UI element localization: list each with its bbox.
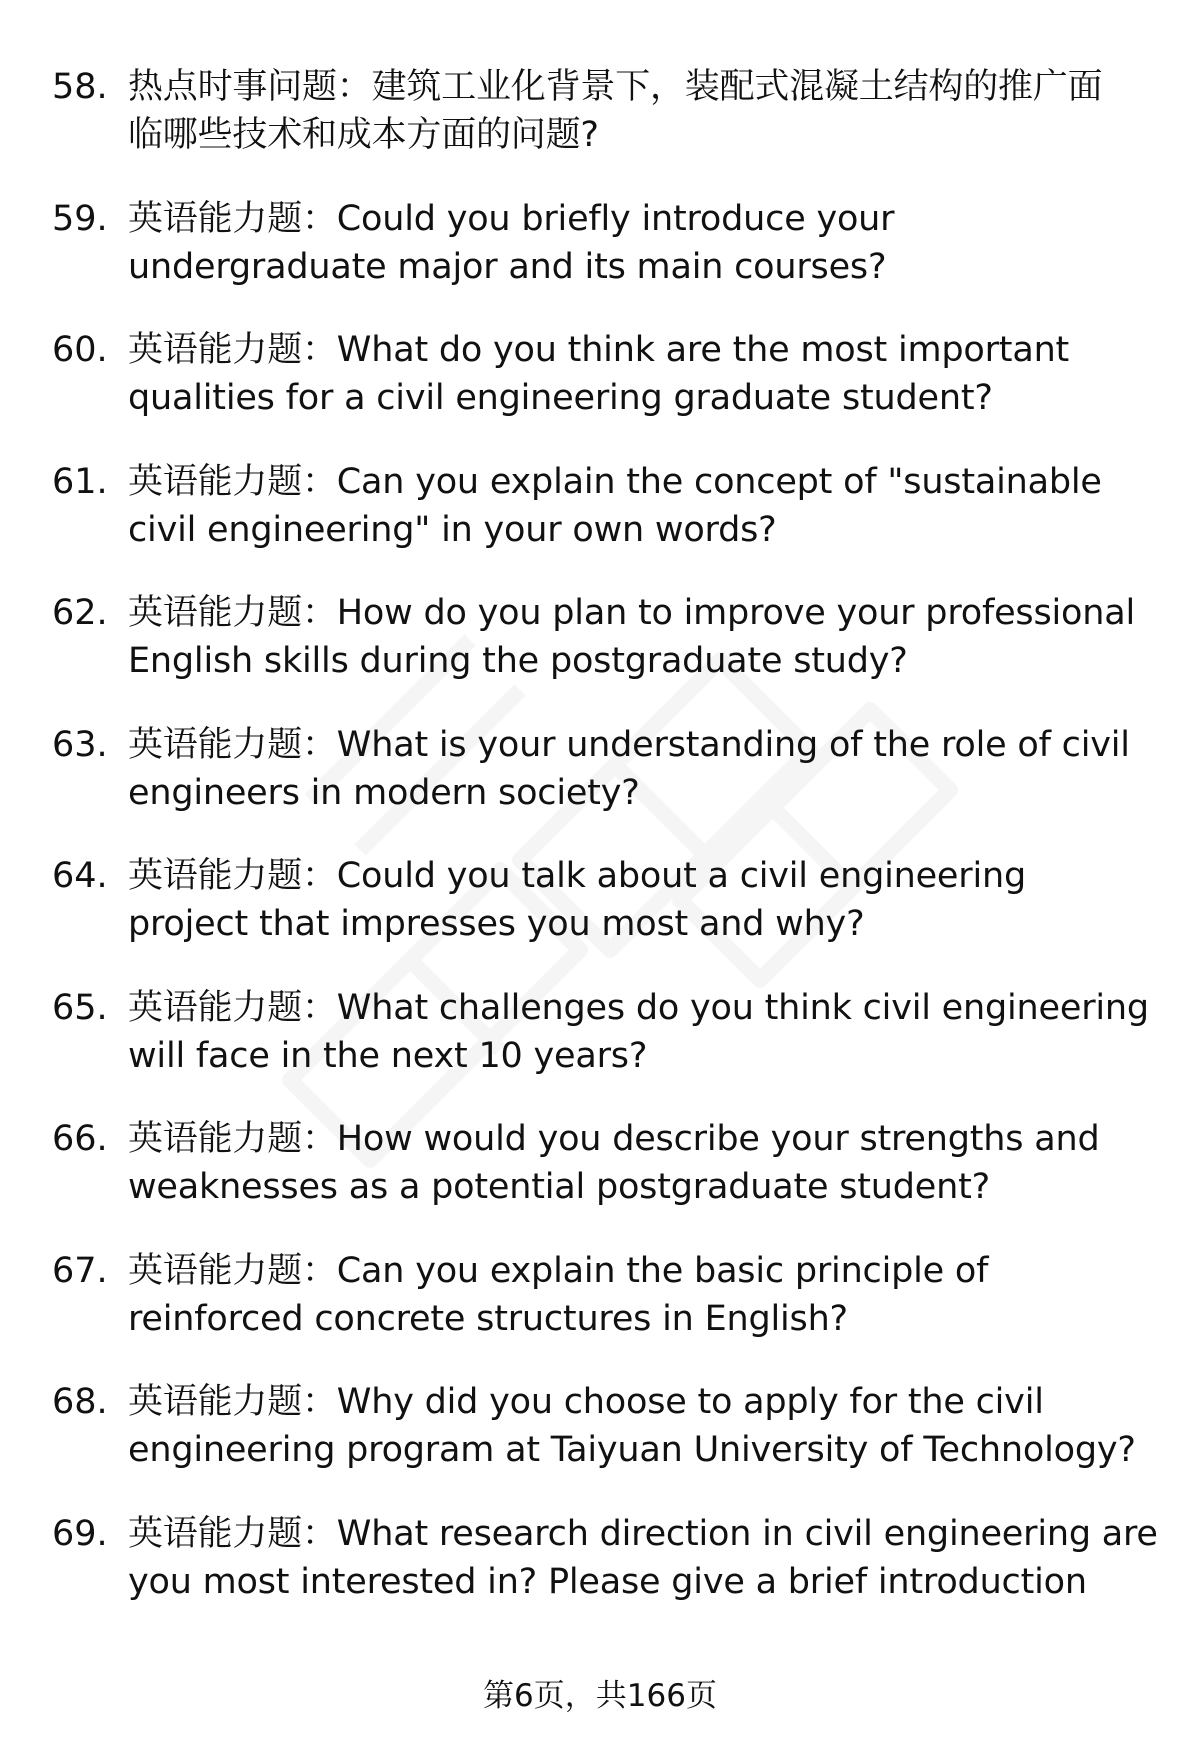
- question-number: 61.: [52, 461, 108, 502]
- question-number: 60.: [52, 330, 108, 370]
- question-number: 68.: [52, 1382, 108, 1422]
- question-item: [0, 1510, 1200, 1642]
- question-text-line: 临哪些技术和成本方面的问题?: [128, 115, 599, 155]
- question-text: [128, 195, 1168, 291]
- question-text-line: 英语能力题：What do you think are the most important: [128, 330, 1070, 370]
- question-text-line: civil engineering" in your own words?: [128, 509, 777, 550]
- question-text-line: 英语能力题：Can you explain the concept of "sustainable: [128, 461, 1102, 502]
- question-text-line: 英语能力题：Could you briefly introduce your: [128, 198, 895, 239]
- question-item: [0, 852, 1200, 984]
- question-text: [128, 458, 1168, 554]
- question-text-line: engineers in modern society?: [128, 772, 640, 813]
- page-footer: [0, 1676, 1200, 1716]
- question-text-line: undergraduate major and its main courses?: [128, 246, 887, 287]
- question-item: [0, 195, 1200, 327]
- question-item: [0, 589, 1200, 721]
- question-text: [128, 1115, 1168, 1211]
- question-text-line: weaknesses as a potential postgraduate student?: [128, 1167, 990, 1207]
- question-text-line: project that impresses you most and why?: [128, 904, 865, 944]
- question-number: 65.: [52, 987, 108, 1028]
- question-text: [128, 1510, 1168, 1606]
- question-item: [0, 458, 1200, 590]
- question-item: [0, 1247, 1200, 1379]
- question-text: [128, 984, 1168, 1080]
- question-text: [128, 326, 1168, 422]
- question-text-line: 英语能力题：How would you describe your strengths and: [128, 1119, 1100, 1159]
- question-text-line: 英语能力题：How do you plan to improve your professional: [128, 593, 1135, 633]
- question-item: [0, 721, 1200, 853]
- question-text-line: 热点时事问题：建筑工业化背景下，装配式混凝土结构的推广面: [128, 67, 1103, 107]
- question-text-line: 英语能力题：Could you talk about a civil engineering: [128, 856, 1026, 896]
- question-text: [128, 63, 1168, 159]
- question-item: [0, 1378, 1200, 1510]
- question-text: [128, 589, 1168, 685]
- question-item: [0, 63, 1200, 195]
- question-text-line: 英语能力题：Why did you choose to apply for the civil: [128, 1382, 1044, 1422]
- question-text: [128, 1247, 1168, 1343]
- question-number: 58.: [52, 67, 108, 107]
- question-text: [128, 852, 1168, 948]
- question-number: 64.: [52, 856, 108, 896]
- question-number: 62.: [52, 593, 108, 633]
- page-number-label: 第6页，共166页: [483, 1678, 717, 1714]
- question-number: 63.: [52, 724, 108, 765]
- question-number: 66.: [52, 1119, 108, 1159]
- question-text-line: qualities for a civil engineering graduate student?: [128, 378, 993, 418]
- question-number: 59.: [52, 198, 108, 239]
- question-text: [128, 1378, 1168, 1474]
- question-text-line: 英语能力题：What is your understanding of the role of civil: [128, 724, 1130, 765]
- question-number: 69.: [52, 1513, 108, 1554]
- question-text-line: reinforced concrete structures in English?: [128, 1298, 848, 1339]
- question-item: [0, 326, 1200, 458]
- question-text-line: 英语能力题：What challenges do you think civil engineering: [128, 987, 1149, 1028]
- question-text-line: English skills during the postgraduate study?: [128, 641, 908, 681]
- question-list: [0, 63, 1200, 1641]
- question-text-line: will face in the next 10 years?: [128, 1035, 648, 1076]
- question-text-line: engineering program at Taiyuan University of Technology?: [128, 1430, 1136, 1470]
- question-item: [0, 984, 1200, 1116]
- question-text-line: 英语能力题：What research direction in civil engineering are: [128, 1513, 1158, 1554]
- question-number: 67.: [52, 1250, 108, 1291]
- question-text-line: you most interested in? Please give a brief introduction: [128, 1561, 1087, 1602]
- question-text-line: 英语能力题：Can you explain the basic principle of: [128, 1250, 989, 1291]
- question-item: [0, 1115, 1200, 1247]
- question-text: [128, 721, 1168, 817]
